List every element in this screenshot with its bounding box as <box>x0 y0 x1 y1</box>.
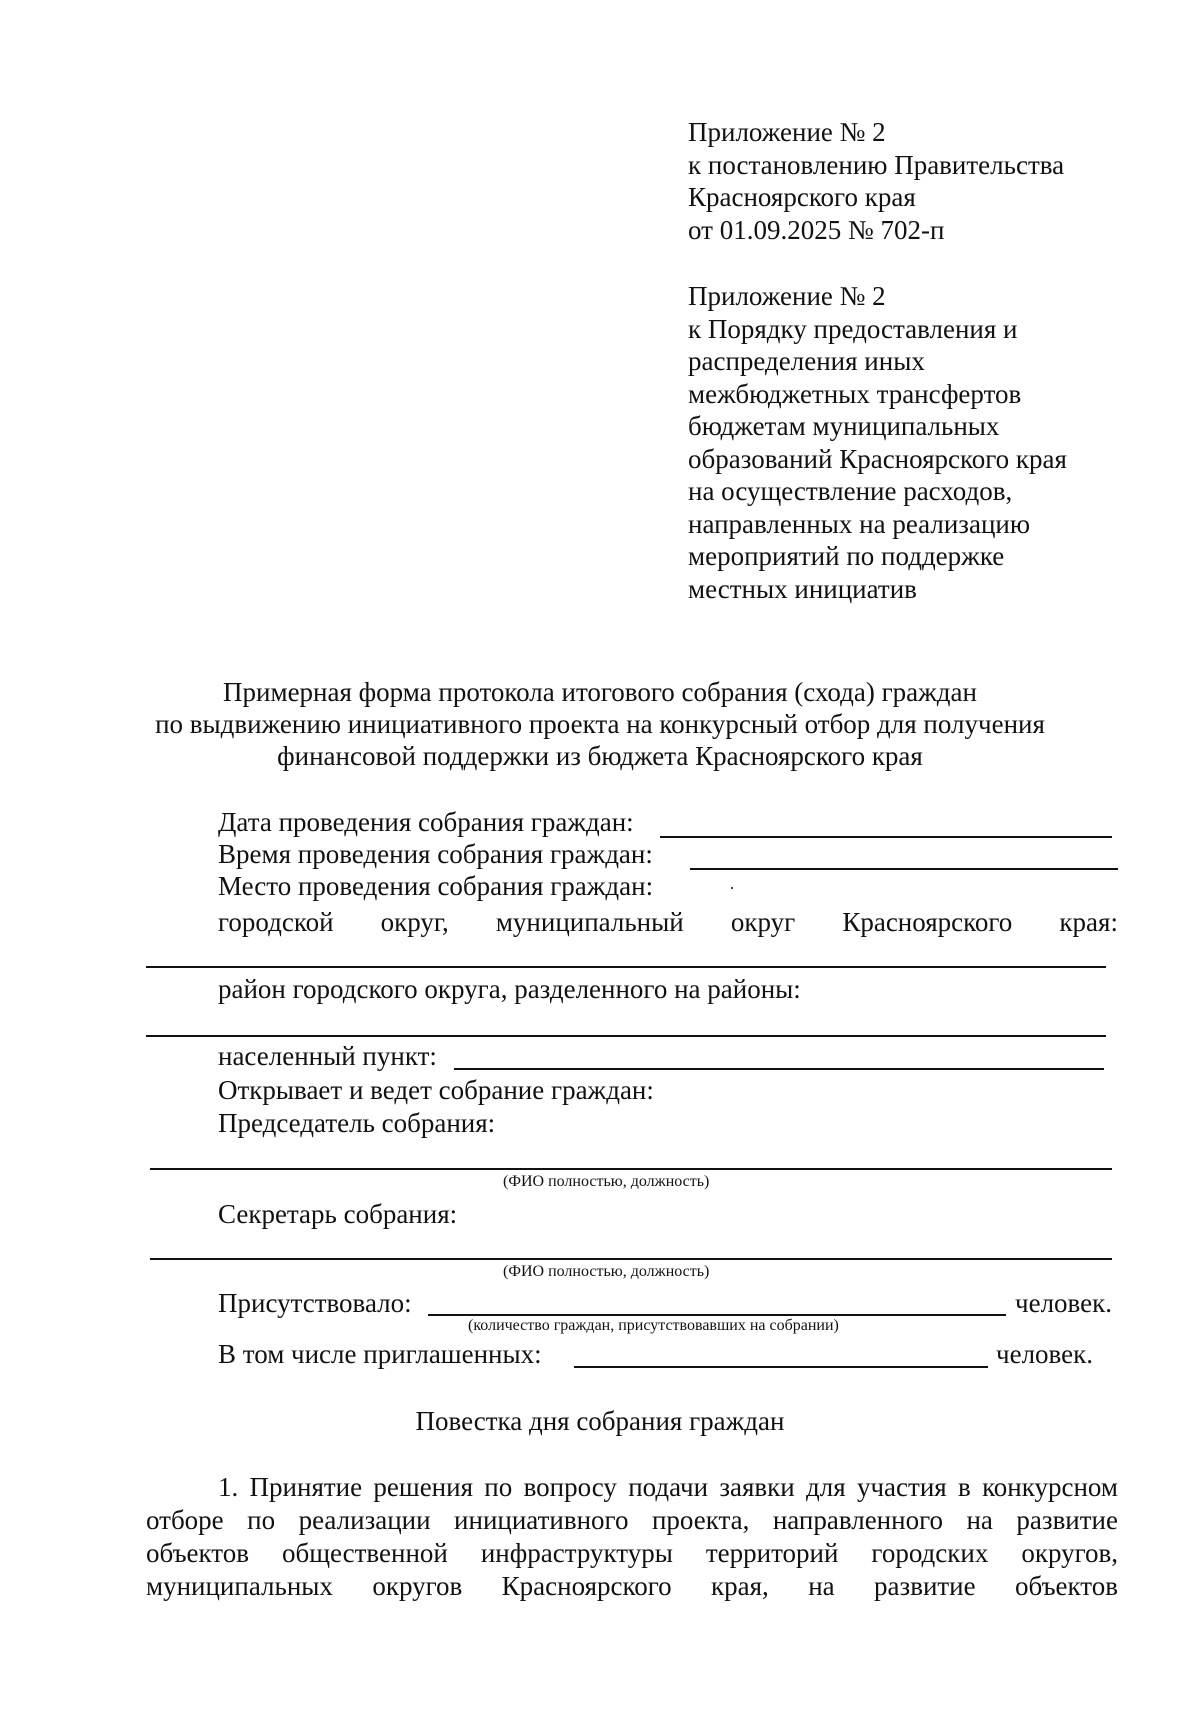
appendix-line: местных инициатив <box>688 573 917 604</box>
chair-fio-hint: (ФИО полностью, должность) <box>503 1173 710 1190</box>
agenda-heading: Повестка дня собрания граждан <box>415 1406 785 1436</box>
invited-field-line[interactable] <box>574 1366 988 1368</box>
okrug-word: края: <box>1059 907 1118 937</box>
appendix-line: Красноярского края <box>688 182 916 212</box>
date-field-line[interactable] <box>660 836 1112 838</box>
chair-label: Председатель собрания: <box>218 1108 496 1138</box>
agenda-item-line: муниципальных округов Красноярского края, на развитие объектов <box>146 1571 1118 1601</box>
chair-field-line[interactable] <box>150 1168 1112 1170</box>
okrug-word: Красноярского <box>842 907 1013 937</box>
okrug-word: округ <box>730 907 796 937</box>
appendix-line: бюджетам муниципальных <box>688 411 1000 441</box>
appendix-header-2 <box>688 280 1067 605</box>
opens-label: Открывает и ведет собрание граждан: <box>218 1075 654 1105</box>
appendix-line: направленных на реализацию <box>688 508 1031 539</box>
okrug-field-line[interactable] <box>146 966 1106 968</box>
appendix-line: мероприятий по поддержке <box>688 541 1005 571</box>
okrug-label-row <box>218 906 1118 938</box>
secretary-fio-hint: (ФИО полностью, должность) <box>503 1263 710 1280</box>
appendix-line: на осуществление расходов, <box>688 476 1013 506</box>
settlement-field-line[interactable] <box>454 1068 1104 1070</box>
secretary-field-line[interactable] <box>150 1258 1112 1260</box>
district-label: район городского округа, разделенного на районы: <box>218 974 801 1004</box>
okrug-word: городской <box>218 907 334 937</box>
scan-dot <box>731 887 733 889</box>
appendix-line: межбюджетных трансфертов <box>688 378 1022 409</box>
okrug-word: округ, <box>380 907 449 937</box>
invited-label: В том числе приглашенных: <box>218 1339 542 1369</box>
appendix-line: от 01.09.2025 № 702-п <box>688 214 945 245</box>
appendix-header-1 <box>688 116 1064 246</box>
okrug-word: муниципальный <box>495 907 684 937</box>
secretary-label: Секретарь собрания: <box>218 1199 458 1229</box>
time-field-line[interactable] <box>690 868 1118 870</box>
invited-persons: человек. <box>996 1339 1093 1369</box>
time-label: Время проведения собрания граждан: <box>218 839 653 869</box>
appendix-line: Приложение № 2 <box>688 117 886 147</box>
agenda-item-line: объектов общественной инфраструктуры территорий городских округов, <box>146 1538 1118 1568</box>
appendix-line: к Порядку предоставления и <box>688 313 1018 344</box>
present-label: Присутствовало: <box>218 1288 412 1318</box>
appendix-line: к постановлению Правительства <box>688 149 1065 180</box>
appendix-line: Приложение № 2 <box>688 281 886 311</box>
form-title-line: финансовой поддержки из бюджета Красноярского края <box>277 741 923 771</box>
appendix-line: распределения иных <box>688 346 925 376</box>
agenda-item-line: 1. Принятие решения по вопросу подачи заявки для участия в конкурсном <box>218 1472 1118 1502</box>
agenda-item-line: отборе по реализации инициативного проекта, направленного на развитие <box>146 1505 1118 1535</box>
settlement-label: населенный пункт: <box>218 1041 437 1071</box>
place-label: Место проведения собрания граждан: <box>218 871 654 901</box>
form-title-line: по выдвижению инициативного проекта на конкурсный отбор для получения <box>155 709 1045 739</box>
appendix-line: образований Красноярского края <box>688 443 1067 474</box>
district-field-line[interactable] <box>146 1035 1106 1037</box>
present-persons: человек. <box>1015 1288 1112 1318</box>
form-title-line: Примерная форма протокола итогового собрания (схода) граждан <box>223 677 977 707</box>
date-label: Дата проведения собрания граждан: <box>218 807 634 837</box>
present-hint: (количество граждан, присутствовавших на собрании) <box>468 1317 839 1334</box>
